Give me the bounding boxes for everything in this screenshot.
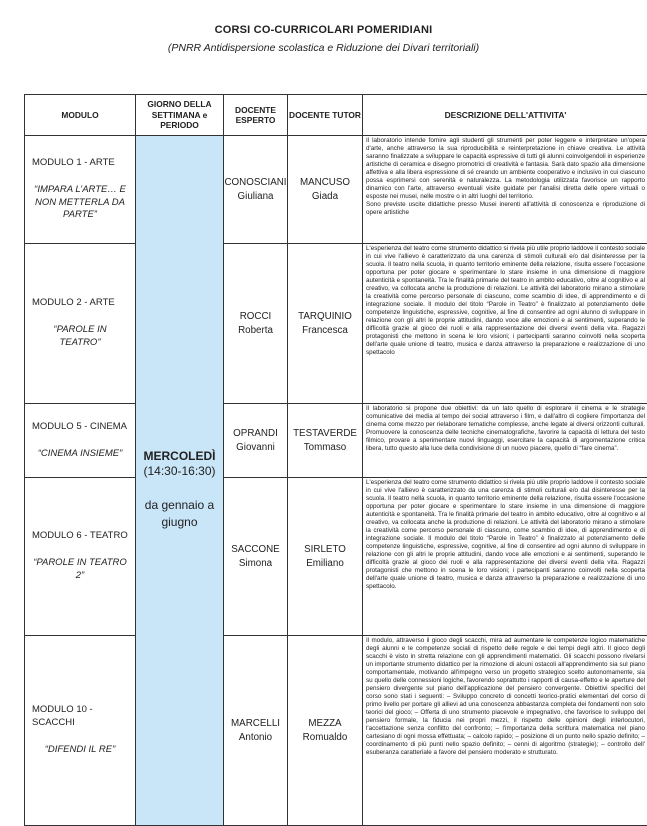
esperto-surname: SACCONE [231, 544, 280, 556]
document-subtitle: (PNRR Antidispersione scolastica e Riduzione dei Divari territoriali) [167, 42, 480, 54]
schedule-period: da gennaio a giugno [144, 497, 215, 530]
tutor-surname: TESTAVERDE [293, 428, 357, 440]
description-text: Il modulo, attraverso il gioco degli scacchi, mira ad aumentare le competenze logico matematiche degli alunni e le competenze sociali di rispetto delle regole e dei tempi degli altri. Il gioco degli scacchi è visto in stretta relazione con gli apprendimenti matematici. Gli scacchi possono rivelarsi un importante strumento didattico per la rimozione di alcuni ostacoli all'apprendimento sia sul piano comportamentale, motivando all'impegno verso un progetto strategico scelto autonomamente, sia su quello delle connessioni logiche, favorendo soprattutto i rapporti di causa-effetto e le aperture del pensiero divergente sul piano dell'applicazione del pensiero convergente. Obiettivi specifici del corso sono stati i seguenti: – Sviluppo concreto di concetti teorico-pratici elementari del corso di primo livello per portare gli allievi ad una conoscenza abbastanza completa dei fondamenti non solo teorici del gioco; – Offerta di uno strumento piacevole e impegnativo, che favorisce lo sviluppo del pensiero formale, la fiducia nei propri mezzi, il rispetto delle opinioni degli interlocutori, l'accettazione senza conflitto del confronto; – l'importanza della scrittura matematica nel piano cartesiano di ogni mossa effettuata; – calcolo rapido; – posizione di un punto nello spazio definito; – coordinamento di più punti nello spazio definito; – cenni di algoritmo (strategie); – controllo dell' esuberanza caratteriale a favore del pensiero moderato e strutturato. [366, 637, 645, 756]
esperto-cell [224, 244, 288, 404]
esperto-firstname: Giovanni [236, 441, 275, 453]
esperto-firstname: Antonio [238, 731, 273, 743]
modulo-cell [25, 404, 136, 478]
description-text: Sono previste uscite didattiche presso Musei inerenti all'attività di conoscenza e riproduzione di opere artistiche [366, 200, 645, 216]
courses-table [24, 94, 647, 826]
description-cell [363, 244, 647, 404]
tutor-cell [288, 404, 363, 478]
modulo-title: “PAROLE IN TEATRO” [53, 324, 107, 348]
header-modulo: MODULO [25, 95, 136, 136]
header-giorno: GIORNO DELLA SETTIMANA e PERIODO [136, 95, 224, 136]
tutor-cell [288, 636, 363, 826]
modulo-title: “PAROLE IN TEATRO 2” [33, 557, 127, 581]
description-text: Il laboratorio si propone due obiettivi: da un lato quello di esplorare il cinema e le strategie comunicative dei media al tempo dei social attraverso i film, e dall'altro di cogliere l'importanza del cinema come mezzo per rielaborare tematiche complesse, anche legate ai diversi orizzonti culturali. Promuovere la conoscenza delle tecniche cinematografiche, favorire la capacità di lettura del testo filmico, provare a sperimentare nuovi linguaggi, esercitare la capacità di argomentazione critica libera, tutto questo alla luce della condivisione di un nuovo piacere, quello di “fare cinema”. [366, 405, 645, 452]
description-text: L'esperienza del teatro come strumento didattico si rivela più utile proprio laddove il contesto sociale in cui vive l'allievo è caratterizzato da una carenza di stimoli culturali e/o dal disinteresse per la scuola. Il teatro nella scuola, in quanto territorio eminente della relazione, risulta essere l'occasione opportuna per poter giocare e sperimentare lo stare insieme in una dimensione di maggiore autenticità e spontaneità. Tra le finalità primarie del teatro in ambito educativo, oltre al cognitivo e al creativo, va collocata anche la produzione di relazioni. Le attività del laboratorio mirano a stimolare la creatività come percorso personale di ciascuno, come scambio di idee, di apprendimento e di integrazione sociale. Il modulo del titolo “Parole in Teatro” è finalizzato al potenziamento delle competenze linguistiche, espressive, cognitive, al fine di consentire ad ogni alunno di sviluppare in relazione con gli altri le proprie attitudini, dando voce alle emozioni e ai sentimenti, superando le difficoltà grazie al gioco dei ruoli e alla rappresentazione dei diversi eventi della vita. Ragazzi protagonisti che mettono in scena le loro visioni; i partecipanti saranno coinvolti nella scoperta dell'arte quale unione di teatro, musica e danza attraverso la preparazione e realizzazione di uno spettacolo. [366, 479, 645, 590]
description-text: L'esperienza del teatro come strumento didattico si rivela più utile proprio laddove il contesto sociale in cui vive l'allievo è caratterizzato da una carenza di stimoli culturali e/o dal disinteresse per la scuola. Il teatro nella scuola, in quanto territorio eminente della relazione, risulta essere l'occasione opportuna per poter giocare e sperimentare lo stare insieme in una dimensione di maggiore autenticità e spontaneità. Tra le finalità primarie del teatro in ambito educativo, oltre al cognitivo e al creativo, va collocata anche la produzione di relazioni. Le attività del laboratorio mirano a stimolare la creatività come percorso personale di ciascuno, come scambio di idee, di apprendimento e di integrazione sociale. Il modulo del titolo “Parole in Teatro” è finalizzato al potenziamento delle competenze linguistiche, espressive, cognitive, al fine di consentire ad ogni alunno di sviluppare in relazione con gli altri le proprie attitudini, dando voce alle emozioni e ai sentimenti, superando le difficoltà grazie al gioco dei ruoli e alla rappresentazione dei diversi eventi della vita. Ragazzi protagonisti che mettono in scena le loro visioni; i partecipanti saranno coinvolti nella scoperta dell'arte quale unione di teatro, musica e danza attraverso la preparazione e realizzazione di uno spettacolo [366, 245, 645, 356]
schedule-time: (14:30-16:30) [143, 464, 216, 479]
tutor-cell [288, 478, 363, 636]
tutor-surname: MANCUSO [299, 177, 351, 189]
modulo-title: “CINEMA INSIEME” [37, 447, 123, 459]
esperto-cell [224, 404, 288, 478]
esperto-cell [224, 136, 288, 244]
modulo-cell [25, 244, 136, 404]
table-header-row [25, 95, 647, 136]
schedule-day: MERCOLEDÌ [143, 449, 216, 464]
header-tutor: DOCENTE TUTOR [288, 95, 363, 136]
esperto-surname: CONOSCIANI [224, 177, 287, 189]
modulo-name: MODULO 10 - SCACCHI [32, 704, 93, 729]
schedule-cell [136, 136, 224, 826]
esperto-firstname: Simona [238, 557, 273, 569]
tutor-firstname: Emiliano [306, 557, 344, 569]
header-descrizione: DESCRIZIONE DELL'ATTIVITA' [363, 95, 647, 136]
tutor-surname: SIRLETO [304, 544, 346, 556]
header-esperto: DOCENTE ESPERTO [224, 95, 288, 136]
table-row [25, 636, 647, 826]
modulo-name: MODULO 6 - TEATRO [32, 530, 128, 542]
tutor-firstname: Romualdo [302, 731, 348, 743]
esperto-cell [224, 478, 288, 636]
table-row [25, 478, 647, 636]
table-row [25, 136, 647, 244]
modulo-title: “IMPARA L’ARTE… E NON METTERLA DA PARTE” [34, 183, 126, 221]
esperto-firstname: Roberta [238, 324, 273, 336]
tutor-firstname: Francesca [302, 324, 348, 336]
modulo-title: “DIFENDI IL RE” [44, 743, 116, 755]
description-text: Il laboratorio intende fornire agli studenti gli strumenti per poter leggere e interpretare un'opera d'arte, anche attraverso la sua riproducibilità e reinterpretazione in chiave creativa. Le attività saranno finalizzate a sviluppare le capacità espressive di tutti gli alunni coinvolgendoli in esperienze artistiche di ceramica e disegno promotrici di creatività e fantasia. Sarà dato spazio alla dimensione affettiva e alla libera espressione di sé creando un ambiente cooperativo e inclusivo in cui ciascuno possa esprimersi con serenità e naturalezza. La metodologia utilizzata favorisce un rapporto dinamico con l'arte, attraverso eventuali visite guidate per l'analisi diretta delle opere virtuali o esposte nei musei, nelle mostre o in altri luoghi del territorio. [366, 137, 645, 200]
table-row [25, 244, 647, 404]
document-title: CORSI CO-CURRICOLARI POMERIDIANI [214, 24, 433, 36]
description-cell [363, 478, 647, 636]
esperto-surname: OPRANDI [233, 428, 278, 440]
tutor-firstname: Giada [311, 190, 339, 202]
modulo-cell [25, 478, 136, 636]
tutor-cell [288, 244, 363, 404]
esperto-surname: MARCELLI [231, 718, 280, 730]
modulo-name: MODULO 1 - ARTE [32, 156, 115, 168]
description-cell [363, 636, 647, 826]
esperto-firstname: Giuliana [237, 190, 274, 202]
esperto-cell [224, 636, 288, 826]
modulo-cell [25, 136, 136, 244]
modulo-cell [25, 636, 136, 826]
tutor-firstname: Tommaso [303, 441, 347, 453]
table-row [25, 404, 647, 478]
tutor-cell [288, 136, 363, 244]
tutor-surname: TARQUINIO [298, 311, 352, 323]
modulo-name: MODULO 5 - CINEMA [32, 420, 128, 432]
description-cell [363, 404, 647, 478]
tutor-surname: MEZZA [308, 718, 342, 730]
esperto-surname: ROCCI [239, 311, 272, 323]
description-cell [363, 136, 647, 244]
modulo-name: MODULO 2 - ARTE [32, 297, 115, 309]
